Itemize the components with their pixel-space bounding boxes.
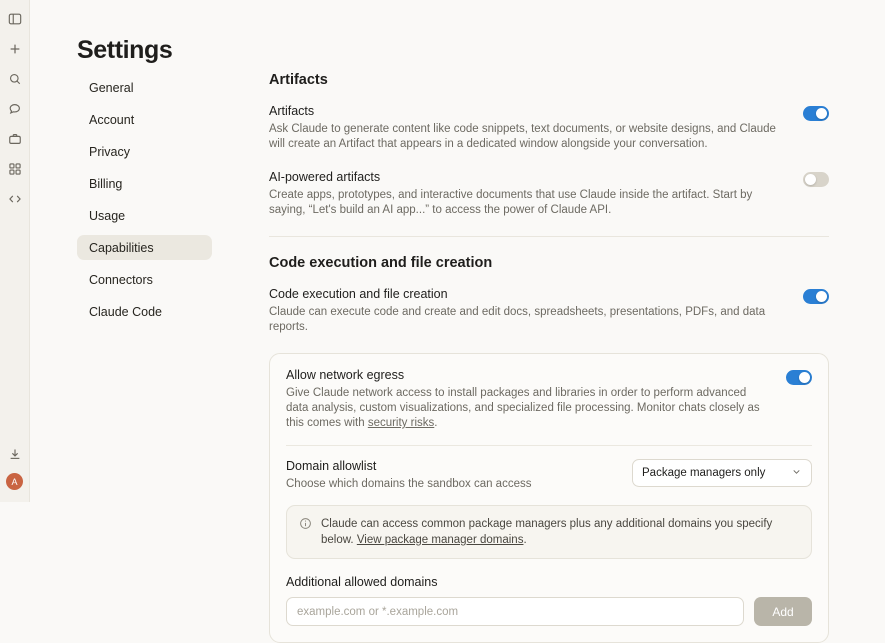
toggle-knob [816,291,827,302]
domain-allowlist-text [286,459,614,492]
ai-artifacts-setting-row [269,170,829,218]
ai-artifacts-setting-text [269,170,785,218]
artifacts-setting-row [269,104,829,152]
ai-artifacts-toggle[interactable] [803,172,829,187]
search-icon[interactable] [4,68,26,90]
additional-domains-label: Additional allowed domains [286,575,438,589]
network-egress-title: Allow network egress [286,368,405,382]
chats-icon[interactable] [4,98,26,120]
additional-domains-field-row [286,597,812,626]
artifacts-toggle[interactable] [803,106,829,121]
download-icon[interactable] [4,443,26,465]
info-icon [299,517,312,535]
toggle-knob [799,372,810,383]
notice-text-part1: Claude can access common package managers plus any additional domains you specify below. [321,518,773,546]
briefcase-icon[interactable] [4,128,26,150]
sidebar-item-capabilities[interactable]: Capabilities [77,235,212,260]
new-chat-icon[interactable] [4,38,26,60]
sidebar-item-privacy[interactable]: Privacy [89,144,130,159]
code-execution-setting-row [269,287,829,335]
sidebar-item-usage[interactable]: Usage [89,208,126,223]
sidebar-item-claude-code[interactable]: Claude Code [89,304,162,319]
package-manager-notice [286,505,812,559]
code-execution-setting-desc: Claude can execute code and create and edit docs, spreadsheets, presentations, PDFs, and data reports. [269,306,766,333]
sidebar-item-billing[interactable]: Billing [89,176,123,191]
sidebar-item-account[interactable]: Account [89,112,135,127]
artifacts-setting-text [269,104,785,152]
additional-domains-input[interactable] [286,597,744,626]
network-egress-toggle[interactable] [786,370,812,385]
domain-allowlist-desc: Choose which domains the sandbox can access [286,478,532,490]
apps-icon[interactable] [4,158,26,180]
ai-artifacts-setting-title: AI-powered artifacts [269,170,381,184]
card-divider [286,445,812,446]
notice-text-part2: . [523,534,527,546]
network-egress-desc [286,386,768,431]
view-package-manager-domains-link[interactable]: View package manager domains [356,534,524,546]
sidebar-item-connectors[interactable]: Connectors [89,272,153,287]
network-egress-card [269,353,829,643]
artifacts-setting-desc: Ask Claude to generate content like code snippets, text documents, or website designs, and Claude will create an Artifact that appears in a dedicated window alongside your conversation. [269,123,776,150]
sidebar-item-general[interactable]: General [89,80,134,95]
artifacts-setting-title: Artifacts [269,104,315,118]
avatar[interactable]: A [6,473,23,490]
code-execution-setting-text [269,287,785,335]
domain-allowlist-title: Domain allowlist [286,459,377,473]
toggle-knob [805,174,816,185]
toggle-knob [816,108,827,119]
network-egress-desc-part1: Give Claude network access to install packages and libraries in order to perform advanced data analysis, custom visualizations, and specialized file processing. Monitor chats closely as this comes with [286,387,760,429]
chevron-down-icon [791,466,802,480]
domain-allowlist-select[interactable] [632,459,812,487]
ai-artifacts-setting-desc: Create apps, prototypes, and interactive documents that use Claude inside the artifact. Start by saying, “Let's build an AI app...” to access the power of Claude API. [269,189,753,216]
settings-content [30,0,885,619]
section-divider [269,236,829,237]
code-execution-setting-title: Code execution and file creation [269,287,448,301]
page-title: Settings [77,36,173,64]
settings-nav [77,75,212,331]
capabilities-panel [269,72,829,643]
code-icon[interactable] [4,188,26,210]
domain-allowlist-select-value: Package managers only [642,467,766,479]
network-egress-text [286,368,768,431]
add-domain-button[interactable]: Add [754,597,812,626]
package-manager-notice-text [321,516,799,548]
code-execution-section-title: Code execution and file creation [269,255,493,271]
left-rail [0,0,30,502]
artifacts-section-title: Artifacts [269,72,328,88]
network-egress-desc-part2: . [434,417,438,429]
sidebar-toggle-icon[interactable] [4,8,26,30]
code-execution-toggle[interactable] [803,289,829,304]
domain-allowlist-row [286,459,812,492]
security-risks-link[interactable]: security risks [367,417,435,429]
network-egress-row [286,368,812,431]
